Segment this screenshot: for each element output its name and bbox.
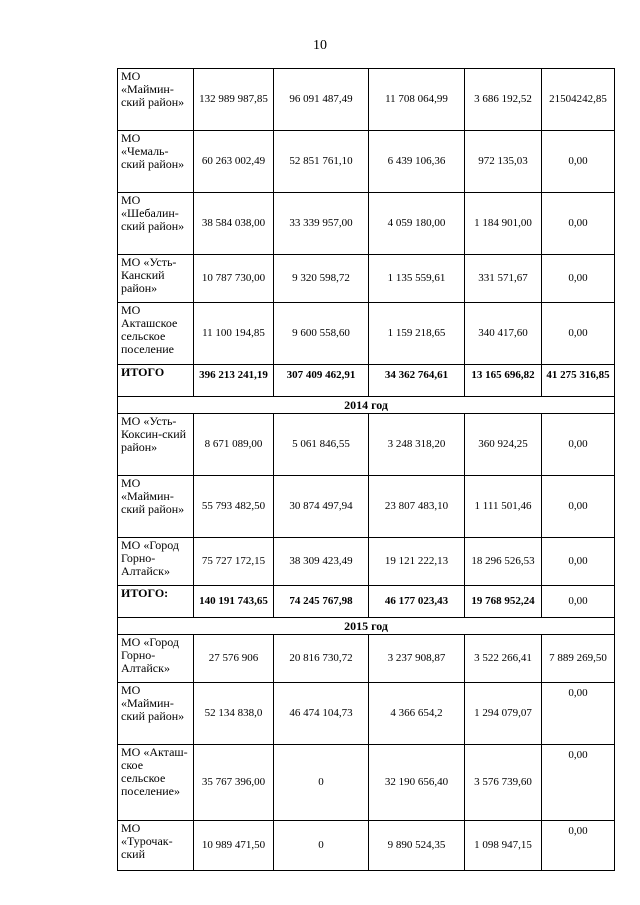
table-row [118, 821, 615, 871]
cell-col5: 0,00 [542, 193, 615, 255]
municipality-name: МО «Маймин-ский район» [118, 683, 194, 745]
cell-total: 55 793 482,50 [194, 476, 274, 538]
cell-total: 75 727 172,15 [194, 538, 274, 586]
year-header: 2014 год [118, 397, 615, 414]
municipality-name: МО «Чемаль-ский район» [118, 131, 194, 193]
cell-col5: 0,00 [542, 683, 615, 745]
total-row [118, 586, 615, 618]
cell-total: 8 671 089,00 [194, 414, 274, 476]
cell-col4: 972 135,03 [465, 131, 542, 193]
cell-col4: 3 576 739,60 [465, 745, 542, 821]
cell-col3: 23 807 483,10 [369, 476, 465, 538]
cell-col2: 96 091 487,49 [274, 69, 369, 131]
cell-col5: 0,00 [542, 255, 615, 303]
cell-col4: 3 522 266,41 [465, 635, 542, 683]
cell-col3: 6 439 106,36 [369, 131, 465, 193]
cell-col2: 9 600 558,60 [274, 303, 369, 365]
cell-col3: 3 237 908,87 [369, 635, 465, 683]
year-header-row [118, 397, 615, 414]
cell-col3: 9 890 524,35 [369, 821, 465, 871]
cell-col4: 1 098 947,15 [465, 821, 542, 871]
cell-col3: 19 121 222,13 [369, 538, 465, 586]
cell-col3: 1 135 559,61 [369, 255, 465, 303]
cell-col3: 11 708 064,99 [369, 69, 465, 131]
table-row [118, 69, 615, 131]
cell-col4: 1 111 501,46 [465, 476, 542, 538]
cell-col2: 0 [274, 745, 369, 821]
table-row [118, 538, 615, 586]
cell-col5: 0,00 [542, 131, 615, 193]
cell-col2: 33 339 957,00 [274, 193, 369, 255]
cell-total: 38 584 038,00 [194, 193, 274, 255]
cell-col2: 5 061 846,55 [274, 414, 369, 476]
cell-col5: 0,00 [542, 745, 615, 821]
cell-total: 52 134 838,0 [194, 683, 274, 745]
table-row [118, 635, 615, 683]
table-row [118, 303, 615, 365]
cell-col3: 32 190 656,40 [369, 745, 465, 821]
total-label: ИТОГО: [118, 586, 194, 618]
cell-total: 35 767 396,00 [194, 745, 274, 821]
cell-col5: 0,00 [542, 303, 615, 365]
cell-col5: 0,00 [542, 538, 615, 586]
cell-col4: 331 571,67 [465, 255, 542, 303]
cell-col4: 360 924,25 [465, 414, 542, 476]
municipality-name: МО «Усть-Канский район» [118, 255, 194, 303]
cell-col3: 4 059 180,00 [369, 193, 465, 255]
cell-col4: 340 417,60 [465, 303, 542, 365]
cell-col2: 9 320 598,72 [274, 255, 369, 303]
cell-col3: 3 248 318,20 [369, 414, 465, 476]
cell-col3: 4 366 654,2 [369, 683, 465, 745]
cell-col5: 7 889 269,50 [542, 635, 615, 683]
cell-total: 27 576 906 [194, 635, 274, 683]
cell-col2: 74 245 767,98 [274, 586, 369, 618]
table-row [118, 414, 615, 476]
table-row [118, 131, 615, 193]
cell-col5: 0,00 [542, 586, 615, 618]
cell-col2: 20 816 730,72 [274, 635, 369, 683]
table-row [118, 476, 615, 538]
cell-col5: 0,00 [542, 414, 615, 476]
cell-col3: 46 177 023,43 [369, 586, 465, 618]
municipality-name: МО «Город Горно-Алтайск» [118, 538, 194, 586]
cell-col3: 34 362 764,61 [369, 365, 465, 397]
municipality-name: МО «Маймин-ский район» [118, 476, 194, 538]
cell-total: 396 213 241,19 [194, 365, 274, 397]
cell-col4: 3 686 192,52 [465, 69, 542, 131]
cell-col4: 19 768 952,24 [465, 586, 542, 618]
municipality-name: МО «Акташ-ское сельское поселение» [118, 745, 194, 821]
municipality-name: МО «Шебалин-ский район» [118, 193, 194, 255]
cell-col2: 0 [274, 821, 369, 871]
cell-col2: 52 851 761,10 [274, 131, 369, 193]
cell-col2: 38 309 423,49 [274, 538, 369, 586]
cell-total: 10 787 730,00 [194, 255, 274, 303]
table-row [118, 193, 615, 255]
municipality-name: МО «Маймин-ский район» [118, 69, 194, 131]
year-header-row [118, 618, 615, 635]
cell-col5: 0,00 [542, 476, 615, 538]
cell-col3: 1 159 218,65 [369, 303, 465, 365]
table-row [118, 745, 615, 821]
cell-col2: 307 409 462,91 [274, 365, 369, 397]
total-row [118, 365, 615, 397]
page-number: 10 [313, 38, 327, 53]
cell-col2: 46 474 104,73 [274, 683, 369, 745]
cell-col5: 21504242,85 [542, 69, 615, 131]
total-label: ИТОГО [118, 365, 194, 397]
cell-col5: 41 275 316,85 [542, 365, 615, 397]
budget-table [117, 68, 615, 871]
municipality-name: МО «Город Горно-Алтайск» [118, 635, 194, 683]
cell-total: 140 191 743,65 [194, 586, 274, 618]
cell-total: 10 989 471,50 [194, 821, 274, 871]
cell-total: 11 100 194,85 [194, 303, 274, 365]
municipality-name: МО «Турочак-ский [118, 821, 194, 871]
cell-col4: 1 184 901,00 [465, 193, 542, 255]
cell-col5: 0,00 [542, 821, 615, 871]
year-header: 2015 год [118, 618, 615, 635]
cell-col4: 1 294 079,07 [465, 683, 542, 745]
table-row [118, 255, 615, 303]
table-row [118, 683, 615, 745]
cell-col2: 30 874 497,94 [274, 476, 369, 538]
cell-col4: 13 165 696,82 [465, 365, 542, 397]
cell-total: 60 263 002,49 [194, 131, 274, 193]
cell-total: 132 989 987,85 [194, 69, 274, 131]
cell-col4: 18 296 526,53 [465, 538, 542, 586]
municipality-name: МО «Усть-Коксин-ский район» [118, 414, 194, 476]
municipality-name: МО Акташское сельское поселение [118, 303, 194, 365]
